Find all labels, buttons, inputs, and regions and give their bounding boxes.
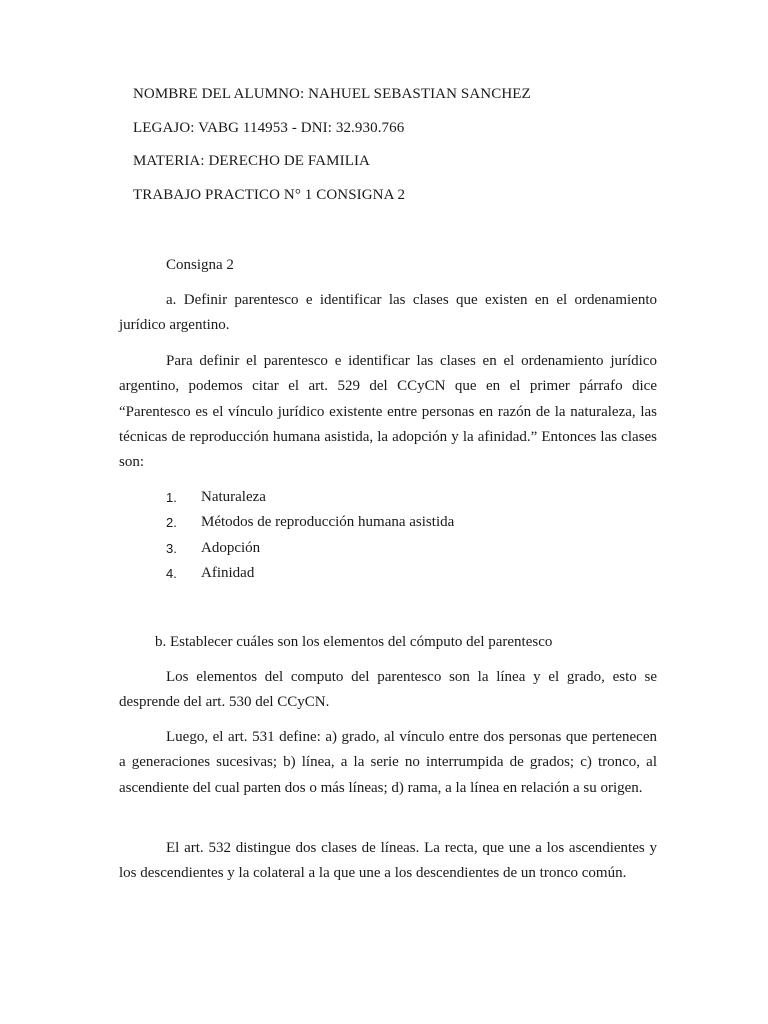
answer-b-paragraph-1: Los elementos del computo del parentesco son la línea y el grado, esto se desprende del art. 530 del CCyCN. bbox=[119, 669, 657, 711]
question-b: b. Establecer cuáles son los elementos del cómputo del parentesco bbox=[155, 634, 553, 650]
list-number: 4. bbox=[166, 565, 177, 581]
list-item bbox=[166, 536, 454, 561]
list-text: Métodos de reproducción humana asistida bbox=[201, 514, 455, 531]
list-item bbox=[166, 510, 454, 535]
trabajo-line: TRABAJO PRACTICO N° 1 CONSIGNA 2 bbox=[133, 187, 406, 203]
answer-a: Para definir el parentesco e identificar las clases en el ordenamiento jurídico argentino, podemos citar el art. 529 del CCyCN que en el primer párrafo dice “Parentesco es el vínculo jurídico existente entre personas en razón de la naturaleza, las técnicas de reproducción humana asistida, la adopción y la afinidad.” Entonces las clases son: bbox=[119, 353, 657, 471]
list-number: 2. bbox=[166, 515, 177, 531]
section-heading: Consigna 2 bbox=[166, 257, 234, 273]
list-text: Afinidad bbox=[201, 564, 255, 581]
list-item bbox=[166, 485, 454, 510]
answer-b-paragraph-3: El art. 532 distingue dos clases de líneas. La recta, que une a los ascendientes y los descendientes y la colateral a la que une a los descendientes de un tronco común. bbox=[119, 840, 657, 882]
answer-b-paragraph-2: Luego, el art. 531 define: a) grado, al vínculo entre dos personas que pertenecen a generaciones sucesivas; b) línea, a la serie no interrumpida de grados; c) tronco, al ascendiente del cual parten dos o más líneas; d) rama, a la línea en relación a su origen. bbox=[119, 729, 657, 796]
legajo-line: LEGAJO: VABG 114953 - DNI: 32.930.766 bbox=[133, 120, 405, 136]
list-number: 3. bbox=[166, 540, 177, 556]
list-number: 1. bbox=[166, 490, 177, 505]
list-text: Naturaleza bbox=[201, 489, 266, 505]
question-a: a. Definir parentesco e identificar las clases que existen en el ordenamiento jurídico argentino. bbox=[119, 292, 657, 334]
materia-line: MATERIA: DERECHO DE FAMILIA bbox=[133, 153, 370, 169]
classes-list bbox=[166, 485, 454, 586]
student-name-line: NOMBRE DEL ALUMNO: NAHUEL SEBASTIAN SANCHEZ bbox=[133, 86, 531, 102]
list-item bbox=[166, 561, 454, 586]
list-text: Adopción bbox=[201, 539, 261, 556]
